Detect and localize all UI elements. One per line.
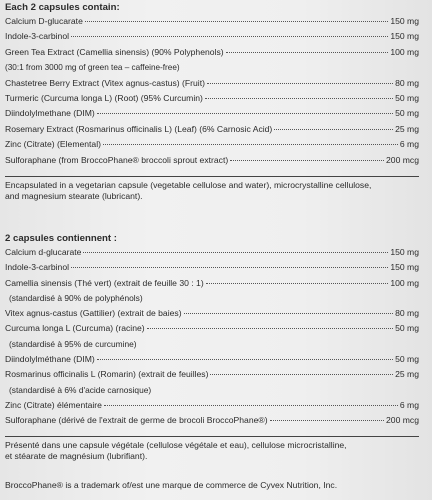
dotted-leader (226, 52, 389, 53)
ingredient-name: Zinc (Citrate) (Elemental) (5, 139, 101, 150)
dotted-leader (147, 328, 393, 329)
ingredient-amount: 80 mg (395, 308, 419, 319)
english-encapsulation-note (5, 180, 419, 202)
standardization-note: (standardisé à 6% d'acide carnosique) (9, 384, 152, 395)
ingredient-name: Diindolylméthane (DIM) (5, 354, 95, 365)
french-encapsulation-line-1: Présenté dans une capsule végétale (cellulose végétale et eau), cellulose microcristalline, (5, 440, 347, 450)
english-encapsulation-line-1: Encapsulated in a vegetarian capsule (vegetable cellulose and water), microcrystalline cellulose, (5, 180, 372, 190)
dotted-leader (230, 160, 384, 161)
ingredient-name: Diindolylmethane (DIM) (5, 108, 95, 119)
dotted-leader (104, 405, 398, 406)
ingredient-row (5, 276, 419, 291)
dotted-leader (71, 36, 388, 37)
dotted-leader (97, 113, 393, 114)
ingredient-row (5, 45, 419, 60)
ingredient-name: Zinc (Citrate) élémentaire (5, 399, 102, 410)
dotted-leader (274, 129, 393, 130)
ingredient-amount: 150 mg (390, 247, 419, 257)
ingredient-amount: 25 mg (395, 369, 419, 380)
ingredient-amount: 200 mcg (386, 154, 419, 165)
ingredient-amount: 6 mg (399, 139, 419, 150)
ingredient-row (5, 29, 419, 44)
ingredient-name: (30:1 from 3000 mg of green tea – caffeine-free) (5, 63, 180, 73)
ingredient-row (5, 306, 419, 321)
ingredient-amount: 100 mg (390, 277, 419, 288)
ingredient-row (5, 60, 419, 75)
ingredient-row (5, 398, 419, 413)
ingredient-row (5, 260, 419, 275)
standardization-note: (standardisé à 90% de polyphénols) (9, 292, 143, 303)
ingredient-row (5, 413, 419, 428)
ingredient-row (5, 137, 419, 152)
dotted-leader (210, 374, 393, 375)
ingredient-name: Rosemary Extract (Rosmarinus officinalis L) (Leaf) (6% Carnosic Acid) (5, 123, 273, 134)
ingredient-amount: 25 mg (395, 123, 419, 134)
ingredient-name: Calcium d-glucarate (5, 247, 82, 257)
ingredient-amount: 50 mg (395, 92, 419, 103)
ingredient-row (5, 14, 419, 29)
ingredient-row (5, 367, 419, 382)
ingredient-amount: 200 mcg (386, 415, 419, 426)
ingredient-name: Indole-3-carbinol (5, 31, 70, 42)
ingredient-amount: 100 mg (390, 46, 419, 57)
dotted-leader (270, 420, 384, 421)
ingredient-amount: 50 mg (395, 354, 419, 365)
dotted-leader (97, 359, 393, 360)
ingredient-name: Chastetree Berry Extract (Vitex agnus-castus) (Fruit) (5, 77, 205, 88)
dotted-leader (205, 98, 393, 99)
english-ingredients (5, 2, 419, 168)
ingredient-amount: 150 mg (390, 16, 419, 26)
ingredient-amount: 150 mg (390, 31, 419, 42)
ingredient-name: Sulforaphane (dérivé de l'extrait de germe de brocoli BroccoPhane®) (5, 415, 268, 426)
ingredient-name: Camellia sinensis (Thé vert) (extrait de feuille 30 : 1) (5, 277, 204, 288)
ingredient-row (5, 245, 419, 260)
ingredient-row (5, 91, 419, 106)
divider-rule (5, 176, 419, 177)
divider-rule (5, 436, 419, 437)
english-encapsulation-line-2: and magnesium stearate (lubricant). (5, 191, 143, 201)
ingredient-row (5, 352, 419, 367)
ingredient-row (5, 122, 419, 137)
ingredient-name: Rosmarinus officinalis L (Romarin) (extrait de feuilles) (5, 369, 209, 380)
french-ingredients (5, 233, 419, 429)
ingredient-amount: 50 mg (395, 108, 419, 119)
dotted-leader (85, 21, 388, 22)
ingredient-row (5, 321, 419, 336)
ingredient-amount: 50 mg (395, 323, 419, 334)
trademark-notice (5, 480, 419, 491)
trademark-text: BroccoPhane® is a trademark of/est une marque de commerce de Cyvex Nutrition, Inc. (5, 480, 338, 490)
ingredient-name: Vitex agnus-castus (Gattilier) (extrait de baies) (5, 308, 182, 319)
dotted-leader (206, 283, 389, 284)
ingredient-row (5, 106, 419, 121)
ingredient-name: Green Tea Extract (Camellia sinensis) (90% Polyphenols) (5, 46, 224, 57)
dotted-leader (71, 267, 388, 268)
ingredient-row (5, 153, 419, 168)
dotted-leader (184, 313, 394, 314)
french-encapsulation-note (5, 440, 419, 462)
ingredient-row (5, 76, 419, 91)
dotted-leader (83, 252, 388, 253)
ingredient-name: Sulforaphane (from BroccoPhane® broccoli sprout extract) (5, 154, 229, 165)
dotted-leader (207, 83, 393, 84)
french-heading: 2 capsules contiennent : (5, 233, 117, 244)
ingredient-name: Indole-3-carbinol (5, 262, 70, 273)
english-heading: Each 2 capsules contain: (5, 2, 120, 13)
standardization-note: (standardisé à 95% de curcumine) (9, 338, 137, 349)
ingredient-amount: 150 mg (390, 262, 419, 273)
ingredient-name: Calcium D-glucarate (5, 16, 83, 26)
ingredient-amount: 6 mg (399, 399, 419, 410)
french-ingredient-list (5, 245, 419, 429)
english-ingredient-list (5, 14, 419, 168)
french-encapsulation-line-2: et stéarate de magnésium (lubrifiant). (5, 451, 148, 461)
ingredient-name: Curcuma longa L (Curcuma) (racine) (5, 323, 145, 334)
dotted-leader (103, 144, 398, 145)
ingredient-name: Turmeric (Curcuma longa L) (Root) (95% Curcumin) (5, 92, 203, 103)
ingredient-amount: 80 mg (395, 77, 419, 88)
